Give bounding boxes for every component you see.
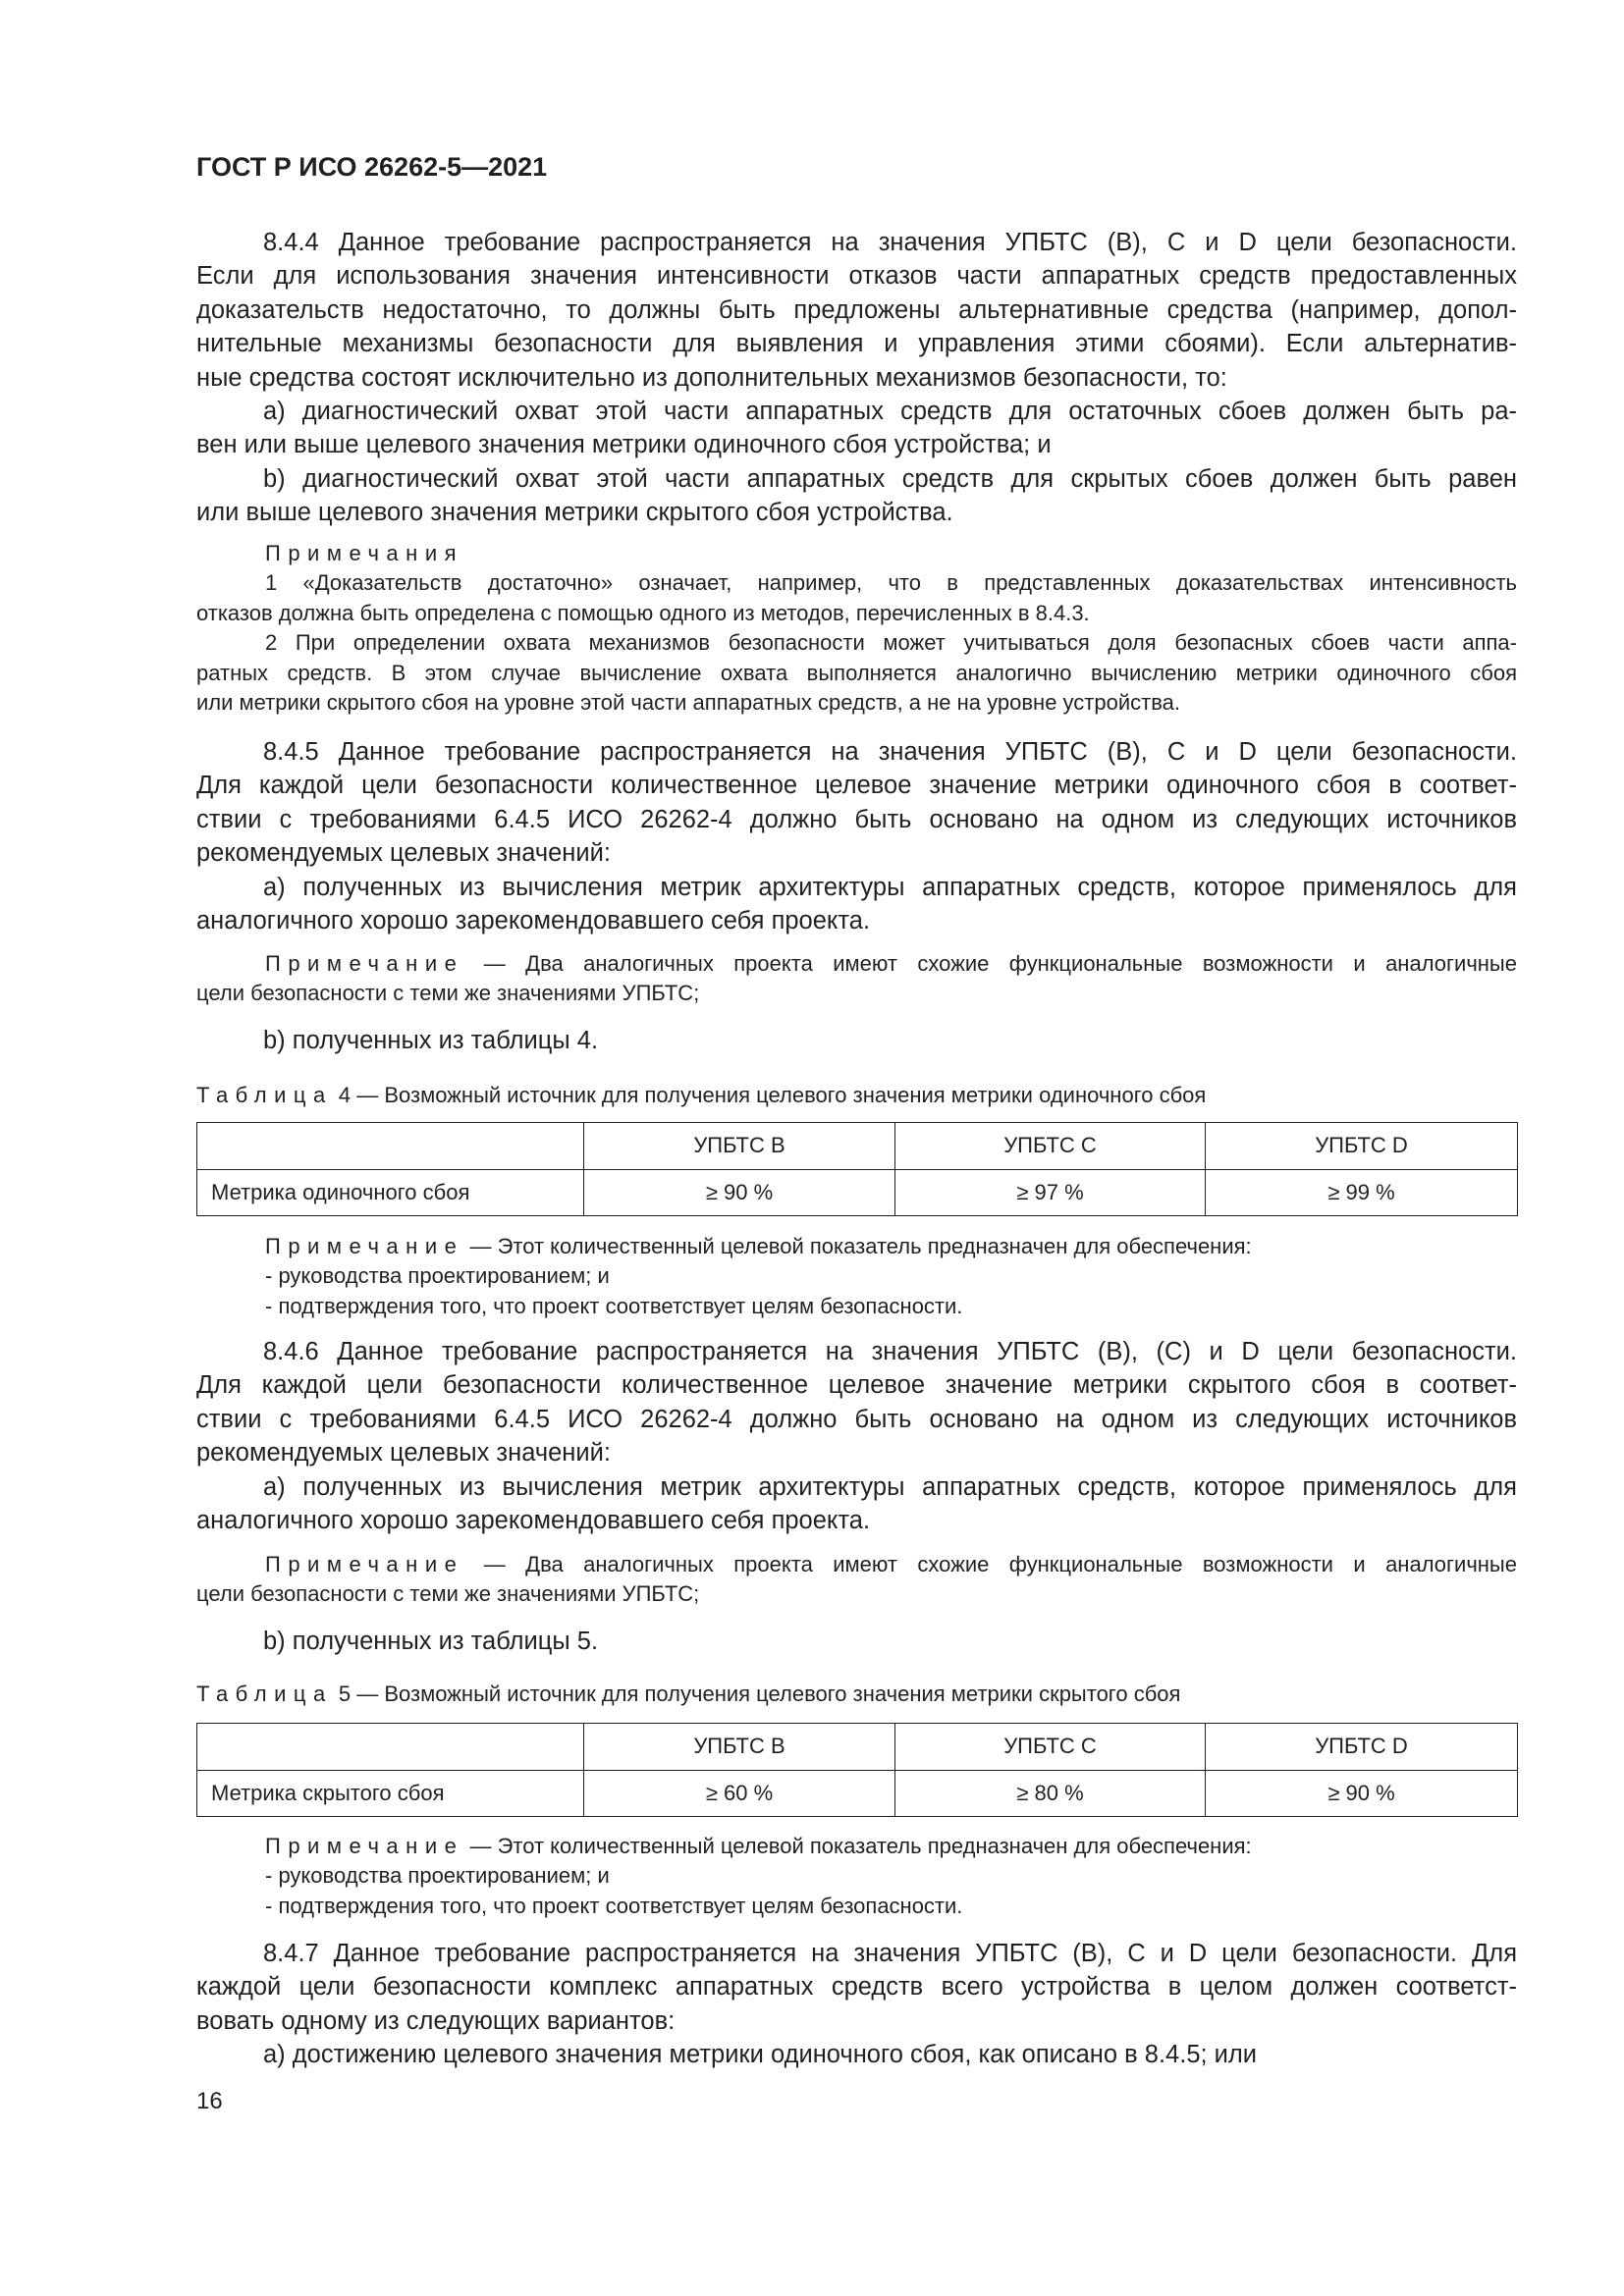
row-header: Метрика одиночного сбоя xyxy=(197,1169,584,1216)
column-header: УПБТС D xyxy=(1206,1123,1518,1170)
list-item-a-line: а) диагностический охват этой части аппаратных средств для остаточных сбоев должен быть ра- xyxy=(263,397,1517,425)
column-header: УПБТС В xyxy=(584,1123,895,1170)
table-caption-line xyxy=(196,1081,1517,1110)
table-header-row xyxy=(197,1123,1518,1170)
note-block xyxy=(196,949,1517,1009)
clause-line: каждой цели безопасности комплекс аппаратных средств всего устройства в целом должен соответст- xyxy=(196,1973,1517,2002)
table-cell: ≥ 90 % xyxy=(584,1169,895,1216)
note-text: — Этот количественный целевой показатель предназначен для обеспечения: xyxy=(469,1234,1252,1258)
column-header: УПБТС С xyxy=(895,1123,1206,1170)
column-header: УПБТС D xyxy=(1206,1724,1518,1771)
standard-code: ГОСТ Р ИСО 26262-5—2021 xyxy=(196,152,548,182)
note-2-line: ратных средств. В этом случае вычисление охвата выполняется аналогично вычислению метрики одиночного сбоя xyxy=(196,660,1517,685)
note-line: - руководства проектированием; и xyxy=(265,1263,610,1289)
table-label: Таблица xyxy=(196,1083,333,1107)
notes-block xyxy=(196,539,1517,718)
table-cell: ≥ 99 % xyxy=(1206,1169,1518,1216)
clause-line: нительные механизмы безопасности для выявления и управления этими сбоями). Если альтернатив- xyxy=(196,330,1517,358)
clause-line: ствии с требованиями 6.4.5 ИСО 26262-4 должно быть основано на одном из следующих источников xyxy=(196,1405,1517,1433)
note-line: - руководства проектированием; и xyxy=(265,1863,610,1889)
list-item-a-line: а) достижению целевого значения метрики одиночного сбоя, как описано в 8.4.5; или xyxy=(263,2041,1258,2069)
note-text: — Два аналогичных проекта имеют схожие функциональные возможности и аналогичные xyxy=(483,951,1517,976)
running-header xyxy=(196,150,1517,184)
table-caption-line xyxy=(196,1680,1517,1709)
note-line xyxy=(196,1832,1517,1861)
note-label: Примечание xyxy=(265,951,464,976)
table-4 xyxy=(196,1122,1517,1216)
clause-8-4-5 xyxy=(196,735,1517,937)
table-cell: ≥ 97 % xyxy=(895,1169,1206,1216)
table-note xyxy=(196,1232,1517,1321)
note-block xyxy=(196,1550,1517,1610)
note-line: - подтверждения того, что проект соответствует целям безопасности. xyxy=(265,1893,963,1918)
note-2-line: или метрики скрытого сбоя на уровне этой части аппаратных средств, а не на уровне устройства. xyxy=(196,689,1181,715)
clause-line: доказательств недостаточно, то должны быть предложены альтернативные средства (например, допол- xyxy=(196,295,1517,324)
clause-line: вовать одному из следующих вариантов: xyxy=(196,2006,676,2035)
table-caption xyxy=(196,1081,1517,1110)
note-line xyxy=(196,949,1517,979)
table-header-row xyxy=(197,1724,1518,1771)
clause-line: Для каждой цели безопасности количественное целевое значение метрики скрытого сбоя в соответ- xyxy=(196,1371,1517,1400)
clause-line: Для каждой цели безопасности количественное целевое значение метрики одиночного сбоя в соответ- xyxy=(196,772,1517,800)
table-corner-cell xyxy=(197,1123,584,1170)
list-item-a-line: а) полученных из вычисления метрик архитектуры аппаратных средств, которое применялось для xyxy=(263,1472,1517,1501)
clause-8-4-4 xyxy=(196,226,1517,530)
note-1-line: 1 «Доказательств достаточно» означает, например, что в представленных доказательствах интенсивность xyxy=(265,570,1517,596)
notes-title: Примечания xyxy=(265,541,464,565)
table-row xyxy=(197,1169,1518,1216)
list-item-b-line: b) полученных из таблицы 5. xyxy=(263,1628,599,1655)
list-item-a-line: аналогичного хорошо зарекомендовавшего себя проекта. xyxy=(196,906,871,934)
page-number: 16 xyxy=(196,2088,223,2114)
note-1-line: отказов должна быть определена с помощью одного из методов, перечисленных в 8.4.3. xyxy=(196,600,1090,625)
data-table xyxy=(196,1122,1518,1216)
table-5 xyxy=(196,1723,1517,1817)
list-item-a-line: а) полученных из вычисления метрик архитектуры аппаратных средств, которое применялось для xyxy=(263,873,1517,901)
table-label: Таблица xyxy=(196,1682,333,1706)
list-item-a-line: вен или выше целевого значения метрики одиночного сбоя устройства; и xyxy=(196,431,1052,459)
table-note xyxy=(196,1832,1517,1921)
note-line: цели безопасности с теми же значениями УПБТС; xyxy=(196,1581,700,1607)
clause-line: рекомендуемых целевых значений: xyxy=(196,1439,611,1468)
table-cell: ≥ 90 % xyxy=(1206,1770,1518,1817)
row-header: Метрика скрытого сбоя xyxy=(197,1770,584,1817)
page-footer xyxy=(196,2087,1517,2116)
list-item-b xyxy=(196,1024,1517,1057)
note-label: Примечание xyxy=(265,1834,464,1858)
column-header: УПБТС С xyxy=(895,1724,1206,1771)
clause-line: 8.4.7 Данное требование распространяется на значения УПБТС (В), С и D цели безопасности. Для xyxy=(263,1940,1517,1967)
note-line: - подтверждения того, что проект соответствует целям безопасности. xyxy=(265,1293,963,1318)
clause-8-4-6 xyxy=(196,1335,1517,1537)
list-item-a-line: аналогичного хорошо зарекомендовавшего себя проекта. xyxy=(196,1506,871,1534)
list-item-b-line: b) полученных из таблицы 4. xyxy=(263,1027,599,1054)
clause-line: Если для использования значения интенсивности отказов части аппаратных средств предоставленных xyxy=(196,262,1517,291)
table-caption-text: 5 — Возможный источник для получения целевого значения метрики скрытого сбоя xyxy=(338,1682,1181,1706)
table-row xyxy=(197,1770,1518,1817)
note-text: — Два аналогичных проекта имеют схожие функциональные возможности и аналогичные xyxy=(483,1552,1517,1576)
note-2-line: 2 При определении охвата механизмов безопасности может учитываться доля безопасных сбоев части аппа- xyxy=(265,630,1517,656)
note-line: цели безопасности с теми же значениями УПБТС; xyxy=(196,981,700,1006)
clause-line: 8.4.6 Данное требование распространяется на значения УПБТС (В), (С) и D цели безопасности. xyxy=(263,1338,1517,1365)
clause-line: ствии с требованиями 6.4.5 ИСО 26262-4 должно быть основано на одном из следующих источников xyxy=(196,805,1517,833)
note-line xyxy=(196,1232,1517,1261)
list-item-b-line: b) диагностический охват этой части аппаратных средств для скрытых сбоев должен быть равен xyxy=(263,464,1517,493)
clause-line: ные средства состоят исключительно из дополнительных механизмов безопасности, то: xyxy=(196,363,1227,392)
notes-title-line xyxy=(196,539,1517,568)
clause-line: рекомендуемых целевых значений: xyxy=(196,839,611,868)
clause-line: 8.4.5 Данное требование распространяется на значения УПБТС (В), С и D цели безопасности. xyxy=(263,738,1517,766)
table-cell: ≥ 80 % xyxy=(895,1770,1206,1817)
list-item-b-line: или выше целевого значения метрики скрытого сбоя устройства. xyxy=(196,499,953,527)
note-label: Примечание xyxy=(265,1234,464,1258)
column-header: УПБТС В xyxy=(584,1724,895,1771)
note-label: Примечание xyxy=(265,1552,464,1576)
note-line xyxy=(196,1550,1517,1579)
data-table xyxy=(196,1723,1518,1817)
table-cell: ≥ 60 % xyxy=(584,1770,895,1817)
table-caption xyxy=(196,1680,1517,1709)
list-item-b xyxy=(196,1625,1517,1658)
table-caption-text: 4 — Возможный источник для получения целевого значения метрики одиночного сбоя xyxy=(338,1083,1207,1107)
note-text: — Этот количественный целевой показатель предназначен для обеспечения: xyxy=(469,1834,1252,1858)
table-corner-cell xyxy=(197,1724,584,1771)
clause-8-4-7 xyxy=(196,1937,1517,2072)
clause-line: 8.4.4 Данное требование распространяется на значения УПБТС (В), С и D цели безопасности. xyxy=(263,229,1517,256)
